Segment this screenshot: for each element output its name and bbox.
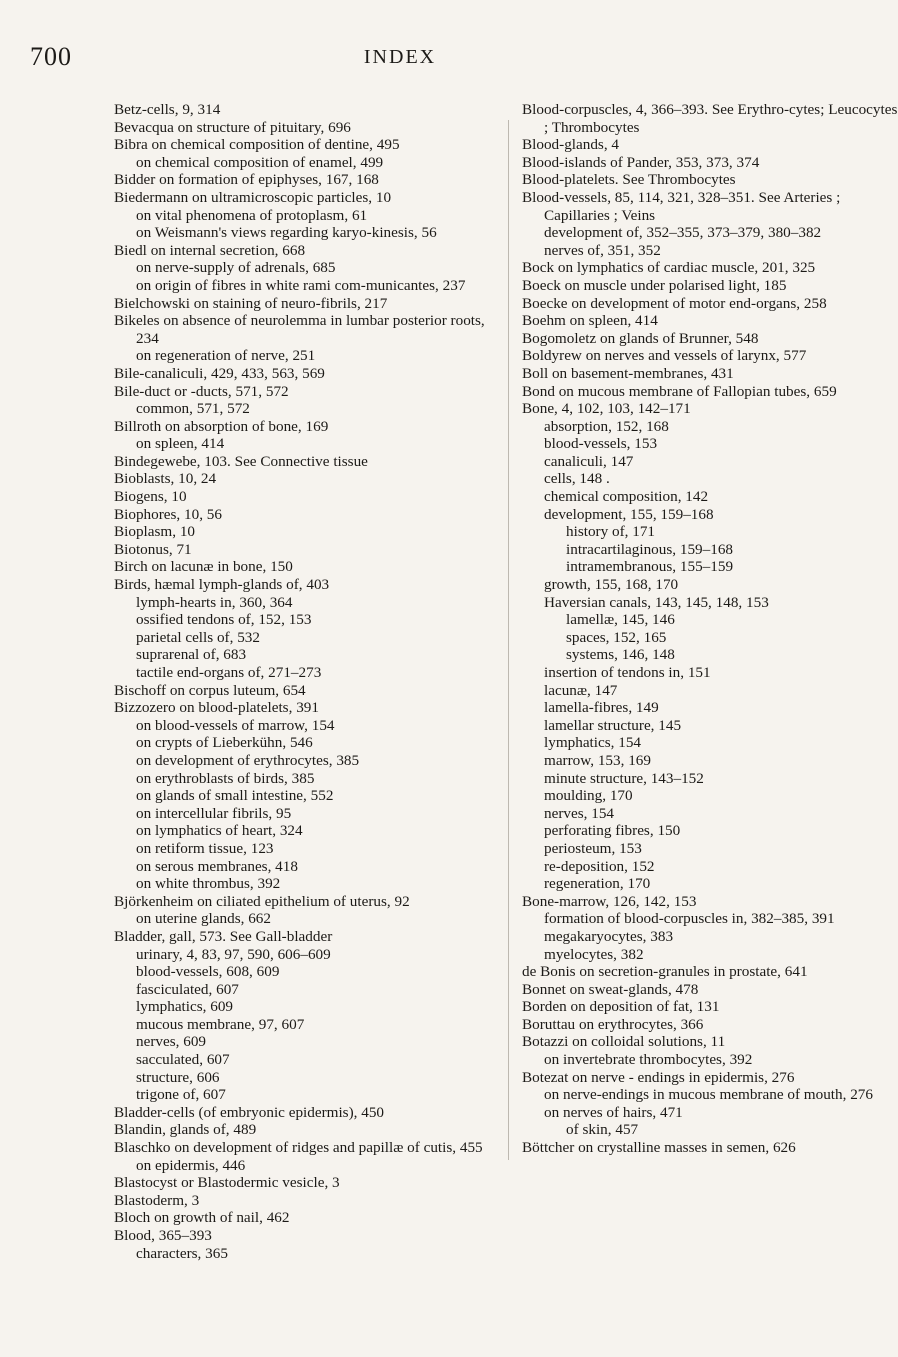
index-entry: Boldyrew on nerves and vessels of larynx, 577 [522, 347, 807, 365]
index-subentry: on serous membranes, 418 [136, 857, 298, 875]
index-subentry: parietal cells of, 532 [136, 628, 260, 646]
index-entry: Blastoderm, 3 [114, 1191, 200, 1209]
index-subentry: Haversian canals, 143, 145, 148, 153 [544, 593, 769, 611]
index-subentry: re-deposition, 152 [544, 857, 655, 875]
index-entry: Blood-glands, 4 [522, 136, 620, 154]
index-entry: Biogens, 10 [114, 488, 187, 506]
index-subentry: on crypts of Lieberkühn, 546 [136, 734, 313, 752]
index-entry: Biedermann on ultramicroscopic particles, 10 [114, 188, 392, 206]
index-subentry: cells, 148 . [544, 470, 610, 488]
index-entry: Bikeles on absence of neurolemma in lumbar posterior roots, 234 [114, 312, 485, 347]
index-entry: de Bonis on secretion-granules in prostate, 641 [522, 963, 808, 981]
index-entry: Bone, 4, 102, 103, 142–171 [522, 400, 691, 418]
index-subentry: lymph-hearts in, 360, 364 [136, 593, 293, 611]
index-entry: Bibra on chemical composition of dentine, 495 [114, 136, 400, 154]
index-subentry: on Weismann's views regarding karyo-kinesis, 56 [136, 224, 437, 242]
index-subentry: on lymphatics of heart, 324 [136, 822, 303, 840]
index-subentry: absorption, 152, 168 [544, 417, 669, 435]
index-entry: Botazzi on colloidal solutions, 11 [522, 1033, 726, 1051]
index-entry: Boecke on development of motor end-organs, 258 [522, 294, 827, 312]
index-entry: Böttcher on crystalline masses in semen, 626 [522, 1139, 796, 1157]
page-header [0, 0, 800, 90]
index-subentry: on development of erythrocytes, 385 [136, 751, 360, 769]
index-subentry: on epidermis, 446 [136, 1156, 246, 1174]
index-entry: Betz-cells, 9, 314 [114, 101, 221, 118]
index-entry: Bile-duct or -ducts, 571, 572 [114, 382, 289, 400]
index-entry: Björkenheim on ciliated epithelium of uterus, 92 [114, 892, 410, 910]
index-entry: Birds, hæmal lymph-glands of, 403 [114, 576, 330, 594]
index-subentry: intracartilaginous, 159–168 [566, 540, 734, 558]
index-subentry: urinary, 4, 83, 97, 590, 606–609 [136, 945, 331, 963]
index-subentry: structure, 606 [136, 1068, 220, 1086]
index-subentry: mucous membrane, 97, 607 [136, 1015, 305, 1033]
index-entry: Bevacqua on structure of pituitary, 696 [114, 118, 351, 136]
index-entry: Bischoff on corpus luteum, 654 [114, 681, 306, 699]
index-subentry: history of, 171 [566, 523, 656, 541]
index-entry: Blood-corpuscles, 4, 366–393. See Erythro-cytes; Leucocytes ; Thrombocytes [522, 101, 898, 136]
index-entry: Boruttau on erythrocytes, 366 [522, 1015, 704, 1033]
index-entry: Bidder on formation of epiphyses, 167, 168 [114, 171, 379, 189]
index-entry: Bladder, gall, 573. See Gall-bladder [114, 927, 333, 945]
index-subentry: blood-vessels, 608, 609 [136, 963, 280, 981]
index-entry: Bioblasts, 10, 24 [114, 470, 217, 488]
index-subentry: lamellæ, 145, 146 [566, 611, 675, 629]
index-entry: Blastocyst or Blastodermic vesicle, 3 [114, 1174, 340, 1192]
index-subentry: ossified tendons of, 152, 153 [136, 611, 312, 629]
index-subentry: development of, 352–355, 373–379, 380–382 [544, 224, 822, 242]
index-subentry: on nerve-endings in mucous membrane of mouth, 276 [544, 1086, 873, 1104]
index-subentry: marrow, 153, 169 [544, 751, 651, 769]
index-subentry: common, 571, 572 [136, 400, 250, 418]
index-entry: Billroth on absorption of bone, 169 [114, 417, 329, 435]
index-column-left [114, 101, 496, 1262]
index-subentry: insertion of tendons in, 151 [544, 664, 711, 681]
index-subentry: intramembranous, 155–159 [566, 558, 734, 576]
index-entry: Boll on basement-membranes, 431 [522, 364, 734, 382]
index-entry: Blood-vessels, 85, 114, 321, 328–351. See Arteries ; Capillaries ; Veins [522, 188, 841, 224]
index-entry: Bloch on growth of nail, 462 [114, 1209, 290, 1227]
index-subentry: growth, 155, 168, 170 [544, 576, 679, 594]
index-subentry: tactile end-organs of, 271–273 [136, 664, 322, 681]
index-entry: Bindegewebe, 103. See Connective tissue [114, 452, 368, 470]
index-subentry: megakaryocytes, 383 [544, 927, 674, 945]
index-subentry: development, 155, 159–168 [544, 505, 714, 523]
index-column-right [522, 101, 898, 1157]
running-head: INDEX [363, 46, 437, 68]
index-subentry: nerves, 154 [544, 804, 615, 822]
index-entry: Bond on mucous membrane of Fallopian tubes, 659 [522, 382, 837, 400]
index-entry: Biedl on internal secretion, 668 [114, 241, 306, 259]
index-subentry: on nerve-supply of adrenals, 685 [136, 259, 336, 277]
index-entry: Bielchowski on staining of neuro-fibrils, 217 [114, 294, 388, 312]
index-entry: Borden on deposition of fat, 131 [522, 998, 720, 1016]
index-subentry: periosteum, 153 [544, 839, 642, 857]
index-subentry: suprarenal of, 683 [136, 646, 247, 664]
index-subentry: formation of blood-corpuscles in, 382–385, 391 [544, 910, 835, 928]
index-subentry: lacunæ, 147 [544, 681, 618, 699]
index-entry: Bioplasm, 10 [114, 523, 196, 541]
index-subentry: on spleen, 414 [136, 435, 225, 453]
index-subentry: lymphatics, 609 [136, 998, 234, 1016]
index-subentry: spaces, 152, 165 [566, 628, 667, 646]
index-subentry: on regeneration of nerve, 251 [136, 347, 316, 365]
index-subentry: on uterine glands, 662 [136, 910, 271, 928]
index-subentry: minute structure, 143–152 [544, 769, 704, 787]
index-entry: Boeck on muscle under polarised light, 185 [522, 276, 787, 294]
index-entry: Bladder-cells (of embryonic epidermis), 450 [114, 1103, 385, 1121]
index-entry: Blandin, glands of, 489 [114, 1121, 257, 1139]
index-entry: Bile-canaliculi, 429, 433, 563, 569 [114, 364, 325, 382]
index-entry: Botezat on nerve - endings in epidermis, 276 [522, 1068, 795, 1086]
column-divider [508, 120, 509, 1160]
index-subentry: moulding, 170 [544, 787, 633, 805]
index-entry: Bizzozero on blood-platelets, 391 [114, 699, 319, 717]
index-entry: Bonnet on sweat-glands, 478 [522, 980, 699, 998]
index-entry: Blaschko on development of ridges and papillæ of cutis, 455 [114, 1139, 483, 1157]
index-subentry: canaliculi, 147 [544, 452, 634, 470]
index-subentry: of skin, 457 [566, 1121, 639, 1139]
index-entry: Birch on lacunæ in bone, 150 [114, 558, 293, 576]
index-entry: Bogomoletz on glands of Brunner, 548 [522, 329, 759, 347]
index-subentry: on retiform tissue, 123 [136, 839, 274, 857]
index-entry: Blood-islands of Pander, 353, 373, 374 [522, 153, 760, 171]
index-entry: Bone-marrow, 126, 142, 153 [522, 892, 697, 910]
index-subentry: chemical composition, 142 [544, 488, 709, 506]
index-entry: Bock on lymphatics of cardiac muscle, 201, 325 [522, 259, 816, 277]
index-subentry: characters, 365 [136, 1244, 228, 1262]
index-subentry: on blood-vessels of marrow, 154 [136, 716, 335, 734]
index-subentry: on erythroblasts of birds, 385 [136, 769, 315, 787]
index-subentry: systems, 146, 148 [566, 646, 675, 664]
index-subentry: regeneration, 170 [544, 875, 651, 893]
index-subentry: perforating fibres, 150 [544, 822, 681, 840]
index-subentry: blood-vessels, 153 [544, 435, 658, 453]
index-subentry: lymphatics, 154 [544, 734, 642, 752]
index-subentry: fasciculated, 607 [136, 980, 239, 998]
index-subentry: lamellar structure, 145 [544, 716, 682, 734]
index-subentry: on origin of fibres in white rami com-municantes, 237 [136, 276, 466, 294]
index-subentry: on vital phenomena of protoplasm, 61 [136, 206, 368, 224]
index-subentry: on nerves of hairs, 471 [544, 1103, 683, 1121]
index-subentry: sacculated, 607 [136, 1051, 230, 1069]
index-subentry: lamella-fibres, 149 [544, 699, 659, 717]
index-entry: Boehm on spleen, 414 [522, 312, 658, 330]
index-subentry: trigone of, 607 [136, 1086, 226, 1104]
page-number: 700 [30, 42, 72, 71]
index-entry: Biotonus, 71 [114, 540, 192, 558]
index-subentry: on white thrombus, 392 [136, 875, 281, 893]
index-subentry: nerves of, 351, 352 [544, 241, 661, 259]
index-entry: Biophores, 10, 56 [114, 505, 222, 523]
index-entry: Blood-platelets. See Thrombocytes [522, 171, 736, 189]
index-subentry: on invertebrate thrombocytes, 392 [544, 1051, 753, 1069]
index-subentry: nerves, 609 [136, 1033, 207, 1051]
index-subentry: on intercellular fibrils, 95 [136, 804, 292, 822]
index-subentry: on chemical composition of enamel, 499 [136, 153, 384, 171]
index-subentry: myelocytes, 382 [544, 945, 644, 963]
index-entry: Blood, 365–393 [114, 1227, 212, 1244]
index-subentry: on glands of small intestine, 552 [136, 787, 334, 805]
